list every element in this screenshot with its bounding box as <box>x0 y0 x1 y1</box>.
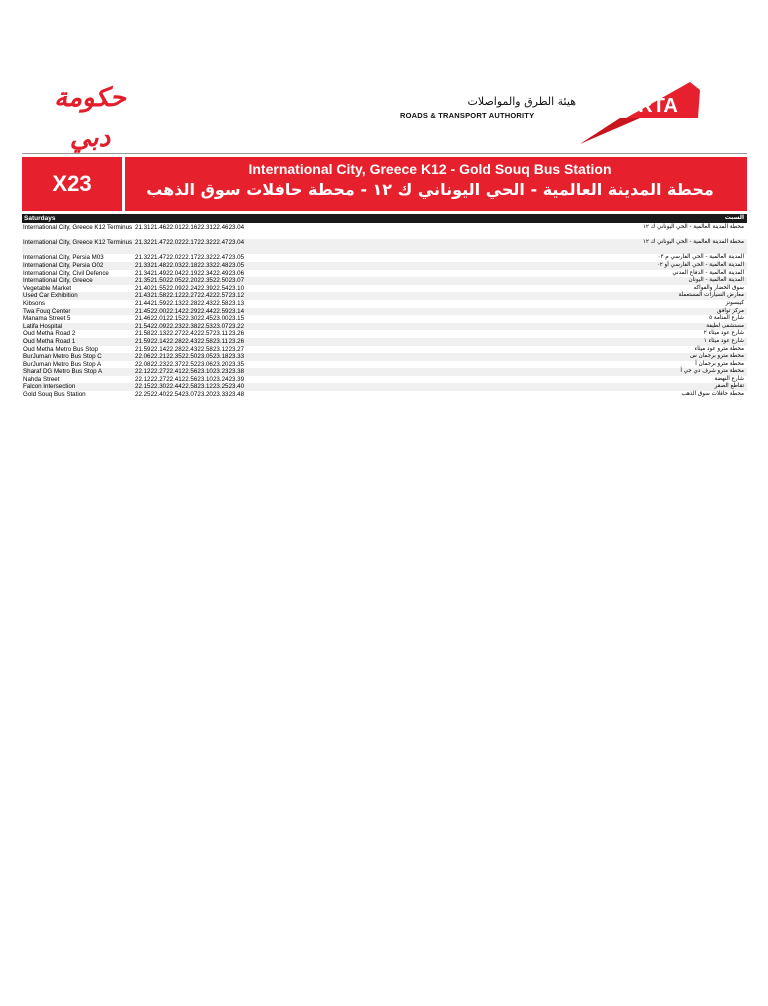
departure-time: 22.27 <box>150 375 167 383</box>
table-row <box>22 323 747 331</box>
departure-time: 22.17 <box>181 254 198 262</box>
departure-time: 22.37 <box>166 360 182 368</box>
table-row <box>22 391 747 399</box>
departure-time: 22.09 <box>150 322 167 330</box>
departure-time: 22.03 <box>166 261 182 269</box>
stop-name-english: International City, Greece <box>23 277 93 285</box>
stop-name-english: Oud Metha Road 1 <box>23 337 76 345</box>
table-row <box>22 361 747 369</box>
route-banner-divider <box>122 157 125 211</box>
stop-name-english: Manama Street 5 <box>23 315 71 323</box>
table-row <box>22 315 747 323</box>
departure-times <box>135 353 244 361</box>
departure-time: 23.26 <box>228 330 245 338</box>
departure-time: 22.30 <box>181 315 198 323</box>
departure-time: 22.28 <box>181 299 198 307</box>
departure-time: 22.41 <box>166 368 182 376</box>
departure-times <box>135 224 244 232</box>
departure-time: 21.32 <box>135 239 151 247</box>
departure-time: 22.54 <box>166 391 182 399</box>
departure-time: 23.26 <box>228 337 245 345</box>
departure-time: 22.44 <box>197 307 213 315</box>
stop-name-arabic: سوق الخضار والفواكه <box>693 284 744 291</box>
table-row <box>22 292 747 300</box>
stop-name-arabic: محطة مترو برجمان أ <box>695 360 744 367</box>
departure-times <box>135 376 244 384</box>
departure-time: 21.58 <box>150 292 167 300</box>
stop-name-arabic: محطة المدينة العالمية - الحي اليوناني ك ١٢ <box>642 224 744 230</box>
departure-time: 22.14 <box>150 337 167 345</box>
departure-time: 22.47 <box>212 254 229 262</box>
departure-time: 21.48 <box>150 261 167 269</box>
departure-time: 22.50 <box>181 353 198 361</box>
table-row <box>22 285 747 293</box>
departure-time: 23.13 <box>228 299 245 307</box>
departure-time: 23.07 <box>228 277 245 285</box>
departure-time: 22.46 <box>212 224 229 231</box>
departure-time: 22.17 <box>181 239 198 247</box>
departure-time: 23.05 <box>228 261 245 269</box>
departure-time: 22.59 <box>212 307 229 315</box>
departure-time: 22.14 <box>150 345 167 353</box>
departure-time: 23.04 <box>228 239 245 247</box>
departure-time: 23.20 <box>212 360 229 368</box>
departure-time: 23.00 <box>212 315 229 323</box>
departure-times <box>135 391 244 399</box>
departure-time: 22.52 <box>181 360 198 368</box>
departure-time: 22.54 <box>212 284 229 292</box>
departure-time: 22.09 <box>166 284 182 292</box>
departure-time: 23.12 <box>228 292 245 300</box>
departure-time: 22.16 <box>181 224 198 231</box>
rta-name-arabic: هيئة الطرق والمواصلات <box>467 95 576 108</box>
departure-time: 21.59 <box>135 337 151 345</box>
departure-time: 23.07 <box>212 322 229 330</box>
departure-time: 21.55 <box>150 284 167 292</box>
stop-name-arabic: محطة مترو شرف دي جي أ <box>680 368 744 375</box>
departure-time: 22.43 <box>181 337 198 345</box>
rta-logo-text: RTA <box>638 95 678 117</box>
departure-time: 22.01 <box>150 315 167 323</box>
departure-time: 21.58 <box>135 330 151 338</box>
departure-time: 22.48 <box>212 261 229 269</box>
table-row <box>22 376 747 384</box>
departure-time: 21.44 <box>135 299 151 307</box>
departure-time: 21.54 <box>135 322 151 330</box>
stop-name-english: Oud Metha Road 2 <box>23 330 76 338</box>
departure-times <box>135 285 244 293</box>
departure-time: 22.12 <box>135 368 151 376</box>
stop-name-english: International City, Civil Defence <box>23 269 109 277</box>
departure-time: 23.48 <box>228 391 245 399</box>
table-row <box>22 277 747 285</box>
departure-times <box>135 330 244 338</box>
departure-time: 23.39 <box>228 375 245 383</box>
departure-time: 22.27 <box>166 330 182 338</box>
departure-time: 23.11 <box>212 330 228 338</box>
departure-times <box>135 383 244 391</box>
departure-time: 23.10 <box>197 375 213 383</box>
departure-time: 22.23 <box>166 322 182 330</box>
departure-time: 21.31 <box>135 224 151 231</box>
departure-time: 22.45 <box>197 315 213 323</box>
rta-logo-icon <box>580 78 700 144</box>
stop-name-english: Latifa Hospital <box>23 322 63 330</box>
departure-time: 23.10 <box>197 368 213 376</box>
stop-name-english: Vegetable Market <box>23 284 72 292</box>
departure-time: 22.08 <box>135 360 151 368</box>
departure-time: 23.07 <box>181 391 198 399</box>
stop-name-arabic: معارض السيارات المستعملة <box>678 292 744 299</box>
stop-name-english: Sharaf DG Metro Bus Stop A <box>23 368 103 376</box>
departure-time: 23.27 <box>228 345 245 353</box>
stop-name-english: Kibsons <box>23 299 46 307</box>
departure-time: 22.33 <box>197 261 213 269</box>
departure-time: 21.47 <box>150 254 167 262</box>
route-title-arabic: محطة المدينة العالمية - الحي اليوناني ك ١٢ - محطة حافلات سوق الذهب <box>146 180 714 199</box>
departure-times <box>135 254 244 262</box>
departure-time: 22.47 <box>212 239 229 247</box>
departure-time: 22.58 <box>181 383 198 391</box>
departure-time: 23.18 <box>212 353 229 361</box>
departure-time: 22.43 <box>181 345 198 353</box>
departure-time: 22.35 <box>166 353 182 361</box>
departure-times <box>135 361 244 369</box>
stop-name-arabic: المدينة العالمية - الحي الفارسي م ٠٣ <box>657 254 744 261</box>
departure-time: 22.19 <box>181 269 198 277</box>
departure-time: 22.34 <box>197 269 213 277</box>
stop-name-english: BurJuman Metro Bus Stop A <box>23 360 102 368</box>
stop-name-english: International City, Persia M03 <box>23 254 104 262</box>
departure-time: 21.47 <box>150 239 167 247</box>
day-header-bar <box>22 214 747 223</box>
stop-name-arabic: شارع المنامة ٥ <box>709 315 744 322</box>
departure-times <box>135 270 244 278</box>
table-row <box>22 239 747 254</box>
stop-name-english: Gold Souq Bus Station <box>23 391 86 399</box>
route-number: X23 <box>52 171 92 196</box>
timetable <box>22 224 747 399</box>
departure-time: 22.50 <box>212 277 229 285</box>
departure-time: 22.38 <box>181 322 198 330</box>
departure-times <box>135 292 244 300</box>
table-row <box>22 338 747 346</box>
stop-name-arabic: شارع النهضة <box>714 375 744 382</box>
table-row <box>22 300 747 308</box>
departure-time: 21.33 <box>135 261 151 269</box>
departure-times <box>135 300 244 308</box>
departure-time: 22.01 <box>166 224 182 231</box>
departure-time: 21.49 <box>150 269 167 277</box>
departure-times <box>135 368 244 376</box>
stop-name-english: International City, Greece K12 Terminus <box>23 224 133 231</box>
table-row <box>22 308 747 316</box>
departure-time: 21.34 <box>135 269 151 277</box>
stop-name-english: Used Car Exhibition <box>23 292 78 300</box>
stop-name-english: Nahda Street <box>23 375 60 383</box>
departure-time: 21.46 <box>135 315 151 323</box>
departure-time: 22.27 <box>150 368 167 376</box>
route-title-english: International City, Greece K12 - Gold Souq Bus Station <box>248 161 612 177</box>
header-divider <box>22 153 747 154</box>
stop-name-english: Falcon Intersection <box>23 383 76 391</box>
departure-time: 22.57 <box>212 292 229 300</box>
departure-time: 23.14 <box>228 307 245 315</box>
departure-times <box>135 277 244 285</box>
departure-time: 21.43 <box>135 292 151 300</box>
table-row <box>22 270 747 278</box>
stop-name-arabic: تقاطع الصقر <box>714 383 744 390</box>
stop-name-arabic: كيبسونز <box>725 299 744 306</box>
departure-time: 21.59 <box>135 345 151 353</box>
stop-name-arabic: المدينة العالمية - الحي الفارسي أو ٠٢ <box>656 261 744 268</box>
departure-time: 23.11 <box>212 337 228 345</box>
stop-name-arabic: المدينة العالمية - اليونان <box>688 277 744 284</box>
departure-time: 23.33 <box>212 391 229 399</box>
departure-time: 22.28 <box>166 345 182 353</box>
departure-time: 22.31 <box>197 224 213 231</box>
departure-time: 22.28 <box>166 337 182 345</box>
departure-time: 22.58 <box>197 345 213 353</box>
stop-name-arabic: شارع عود ميثاء ٢ <box>703 330 744 337</box>
stop-name-arabic: المدينة العالمية - الدفاع المدني <box>672 269 744 276</box>
departure-time: 22.21 <box>150 353 167 361</box>
departure-time: 22.39 <box>197 284 213 292</box>
departure-time: 23.40 <box>228 383 245 391</box>
departure-time: 21.32 <box>135 254 151 262</box>
stop-name-english: International City, Greece K12 Terminus <box>23 239 133 247</box>
departure-time: 22.32 <box>197 254 213 262</box>
departure-time: 23.04 <box>228 224 245 231</box>
departure-time: 23.06 <box>228 269 245 277</box>
table-row <box>22 368 747 376</box>
departure-time: 23.38 <box>228 368 245 376</box>
departure-time: 22.13 <box>166 299 182 307</box>
departure-time: 22.58 <box>197 337 213 345</box>
stop-name-english: Oud Metha Metro Bus Stop <box>23 345 98 353</box>
departure-time: 21.46 <box>150 224 167 231</box>
departure-time: 22.56 <box>181 375 198 383</box>
stop-name-english: BurJuman Metro Bus Stop C <box>23 353 102 361</box>
departure-time: 23.12 <box>212 345 229 353</box>
departure-time: 23.05 <box>228 254 245 262</box>
departure-time: 22.57 <box>197 330 213 338</box>
stop-name-arabic: محطة حافلات سوق الذهب <box>681 391 744 398</box>
stop-name-english: Twa Fouq Center <box>23 307 71 315</box>
stop-name-arabic: محطة المدينة العالمية - الحي اليوناني ك ١٢ <box>642 239 744 246</box>
departure-time: 21.40 <box>135 284 151 292</box>
stop-name-arabic: مركز توافق <box>717 307 744 314</box>
departure-times <box>135 315 244 323</box>
departure-time: 23.12 <box>197 383 213 391</box>
departure-time: 22.12 <box>166 292 182 300</box>
departure-time: 22.49 <box>212 269 229 277</box>
departure-time: 23.15 <box>228 315 245 323</box>
departure-time: 23.35 <box>228 360 245 368</box>
departure-time: 23.22 <box>228 322 245 330</box>
departure-time: 22.00 <box>150 307 167 315</box>
departure-time: 23.25 <box>212 383 229 391</box>
departure-time: 22.56 <box>181 368 198 376</box>
departure-time: 22.02 <box>166 239 182 247</box>
table-row <box>22 262 747 270</box>
departure-times <box>135 346 244 354</box>
departure-time: 21.45 <box>135 307 151 315</box>
departure-time: 22.13 <box>150 330 167 338</box>
departure-times <box>135 262 244 270</box>
departure-time: 23.06 <box>197 360 213 368</box>
rta-name <box>400 95 580 120</box>
departure-time: 21.59 <box>150 299 167 307</box>
departure-time: 22.25 <box>135 391 151 399</box>
departure-time: 22.40 <box>150 391 167 399</box>
table-row <box>22 224 747 239</box>
stop-name-arabic: شارع عود ميثاء ١ <box>703 337 744 344</box>
stop-name-arabic: مستشفى لطيفة <box>706 322 744 329</box>
departure-times <box>135 323 244 331</box>
day-label-arabic: السبت <box>724 214 744 221</box>
departure-time: 22.32 <box>197 239 213 247</box>
departure-time: 22.30 <box>150 383 167 391</box>
departure-time: 22.41 <box>166 375 182 383</box>
departure-times <box>135 239 244 247</box>
government-logo-arabic: حكومة دبي <box>54 83 126 153</box>
departure-time: 22.18 <box>181 261 198 269</box>
departure-time: 22.06 <box>135 353 151 361</box>
departure-time: 22.42 <box>181 330 198 338</box>
departure-time: 22.02 <box>166 254 182 262</box>
departure-time: 23.10 <box>228 284 245 292</box>
departure-time: 22.35 <box>197 277 213 285</box>
departure-time: 21.50 <box>150 277 167 285</box>
departure-time: 22.27 <box>181 292 198 300</box>
table-row <box>22 330 747 338</box>
departure-time: 22.29 <box>181 307 198 315</box>
departure-time: 23.33 <box>228 353 245 361</box>
departure-time: 22.20 <box>181 277 198 285</box>
departure-time: 22.24 <box>181 284 198 292</box>
stop-name-arabic: محطة مترو برجمان س <box>690 353 744 360</box>
departure-time: 22.44 <box>166 383 182 391</box>
departure-time: 22.12 <box>135 375 151 383</box>
stop-name-english: International City, Persia O02 <box>23 261 104 269</box>
departure-time: 22.42 <box>197 292 213 300</box>
government-of-dubai-logo <box>44 78 136 168</box>
departure-time: 22.23 <box>150 360 167 368</box>
departure-time: 22.04 <box>166 269 182 277</box>
departure-time: 22.58 <box>212 299 229 307</box>
departure-time: 22.05 <box>166 277 182 285</box>
departure-time: 23.20 <box>197 391 213 399</box>
departure-time: 23.05 <box>197 353 213 361</box>
departure-time: 22.53 <box>197 322 213 330</box>
departure-time: 22.15 <box>135 383 151 391</box>
departure-time: 23.23 <box>212 368 229 376</box>
stop-name-arabic: محطة مترو عود ميثاء <box>694 345 744 352</box>
departure-time: 23.24 <box>212 375 229 383</box>
departure-time: 22.43 <box>197 299 213 307</box>
departure-times <box>135 338 244 346</box>
departure-time: 22.15 <box>166 315 182 323</box>
rta-name-english: ROADS & TRANSPORT AUTHORITY <box>400 111 535 120</box>
route-number-box <box>22 157 122 211</box>
table-row <box>22 346 747 354</box>
table-row <box>22 383 747 391</box>
departure-time: 22.14 <box>166 307 182 315</box>
departure-time: 21.35 <box>135 277 151 285</box>
departure-times <box>135 308 244 316</box>
table-row <box>22 353 747 361</box>
day-label-english: Saturdays <box>24 214 56 222</box>
table-row <box>22 254 747 262</box>
